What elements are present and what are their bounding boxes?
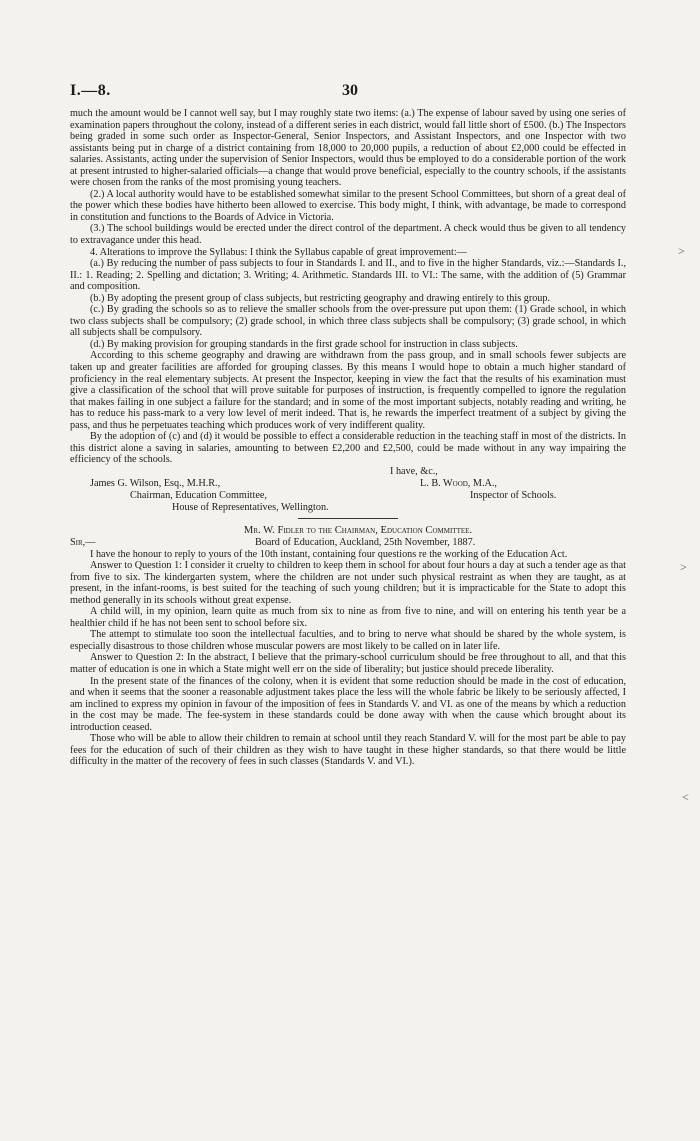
paragraph: A child will, in my opinion, learn quite as much from six to nine as from five to nine, and will on entering his tenth year be a healthier child if he has not been sent to school before six.: [70, 606, 626, 629]
margin-mark: <: [682, 790, 689, 804]
paragraph: I have the honour to reply to yours of the 10th instant, containing four questions re the working of the Education Act.: [90, 548, 568, 560]
signature-block: [70, 466, 626, 514]
paragraph: According to this scheme geography and drawing are withdrawn from the pass group, and in small schools fewer subjects are taken up and greater facilities are afforded for grouping classes. By this means I would hope to obtain a much higher standard of proficiency in the real elementary subjects. At present the Inspector, keeping in view the fact that the results of his examination must give a classification of the school that will prove suitable for purposes of instruction, is frequently compelled to ignore the regulation that makes failing in one subject a failure for the standard; and in some of the most important subjects, notably reading and writing, he has to reduce his pass-mark to a very low level of merit indeed. That is, he rewards the imperfect treatment of a subject by giving the pass, and thus he perpetuates teaching which produces work of very indifferent quality.: [70, 350, 626, 431]
paragraph: In the present state of the finances of the colony, when it is evident that some reduction should be made in the cost of education, and when it seems that the sooner a reasonable adjustment takes place the less will the whole fabric be likely to be seriously affected, I am inclined to express my opinion in favour of the imposition of fees in Standards V. and VI. as one of the means by which a reduction in the cost may be made. The fee-system in these standards could be done away with when the cause which brought about its introduction ceased.: [70, 675, 626, 733]
closing: I have, &c.,: [390, 465, 438, 477]
signer-name: L. B. Wood, M.A.,: [420, 477, 497, 489]
addressee-place: House of Representatives, Wellington.: [172, 501, 329, 513]
letter-title: Mr. W. Fidler to the Chairman, Education Committee.: [243, 524, 473, 536]
addressee-role: Chairman, Education Committee,: [130, 489, 267, 501]
section-divider: [298, 518, 398, 519]
paragraph: (c.) By grading the schools so as to relieve the smaller schools from the over-pressure put upon them: (1) Grade school, in which two class subjects shall be compulsory; (2) grade school, in which three class subjects shall be compulsory; (3) grade school, in which all subjects shall be compulsory.: [70, 304, 626, 339]
paragraph: By the adoption of (c) and (d) it would be possible to effect a considerable reduction in the teaching staff in most of the districts. In this district alone a saving in salaries, amounting to between £2,200 and £2,500, could be made without in any way impairing the efficiency of the schools.: [70, 431, 626, 466]
page-number: 30: [342, 82, 358, 99]
salutation: Sir,—: [70, 536, 96, 548]
letter-header: [70, 537, 626, 549]
paragraph: (2.) A local authority would have to be established somewhat similar to the present School Committees, but shorn of a great deal of the power which these bodies have hitherto been allowed to exercise. This body might, I think, with advantage, be made to correspond in constitution and functions to the Boards of Advice in Victoria.: [70, 188, 626, 223]
paragraph: Answer to Question 2: In the abstract, I believe that the primary-school curriculum should be free throughout to all, and that this matter of education is one in which a State might well err on the side of liberality; but justice should precede liberality.: [70, 652, 626, 675]
paragraph: (a.) By reducing the number of pass subjects to four in Standards I. and II., and to five in the higher Standards, viz.:—Standards I., II.: 1. Reading; 2. Spelling and dictation; 3. Writing; 4. Arithmetic. Standards III. to VI.: The same, with the addition of (5) Grammar and composition.: [70, 258, 626, 293]
paragraph: (3.) The school buildings would be erected under the direct control of the department. A check would thus be given to all tendency to extravagance under this head.: [70, 223, 626, 247]
paragraph: (b.) By adopting the present group of class subjects, but restricting geography and drawing entirely to this group.: [90, 292, 551, 304]
paragraph: Answer to Question 1: I consider it cruelty to children to keep them in school for about four hours a day at such a tender age as that from five to six. The kindergarten system, where the children are not under such physical restraint as when they are taught, as at present, in the infant-rooms, is best suited for the teaching of such young children; but it is impracticable for the State to adopt this method generally in its schools without great expense.: [70, 560, 626, 606]
report-code: I.—8.: [70, 82, 111, 99]
addressee-name: James G. Wilson, Esq., M.H.R.,: [90, 477, 221, 489]
paragraph: Those who will be able to allow their children to remain at school until they reach Standard V. will for the most part be able to pay fees for the education of such of their children as they wish to have taught in these higher standards, so that there would be little difficulty in the matter of the recovery of fees in such classes (Standards V. and VI.).: [70, 733, 626, 768]
page-body: [70, 108, 626, 768]
paragraph: much the amount would be I cannot well say, but I may roughly state two items: (a.) The expense of labour saved by using one series of examination papers throughout the colony, instead of a different series in each district, would fall little short of £500. (b.) The Inspectors being graded in some such order as Inspector-General, Senior Inspectors, and Assistant Inspectors, and one Inspector with two assistants being put in charge of a district containing from 18,000 to 20,000 pupils, a reduction of about £2,000 could be effected in salaries. Assistants, acting under the supervision of Senior Inspectors, would thus be employed to do a considerable portion of the work at present intrusted to higher-salaried officials—a change that would prove beneficial, especially to the country schools, if the assistants were chosen from the ranks of the most promising young teachers.: [70, 108, 627, 189]
margin-mark: >: [680, 560, 687, 574]
margin-mark: >: [678, 244, 685, 258]
paragraph: 4. Alterations to improve the Syllabus: I think the Syllabus capable of great improvement:—: [90, 246, 467, 258]
paragraph: The attempt to stimulate too soon the intellectual faculties, and to bring to nerve what should be shared by the whole system, is especially disastrous to those children whose muscular powers are most likely to be called on in later life.: [70, 629, 626, 652]
paragraph: (d.) By making provision for grouping standards in the first grade school for instruction in class subjects.: [90, 338, 518, 350]
dateline: Board of Education, Auckland, 25th November, 1887.: [255, 536, 476, 548]
signer-role: Inspector of Schools.: [470, 489, 557, 501]
